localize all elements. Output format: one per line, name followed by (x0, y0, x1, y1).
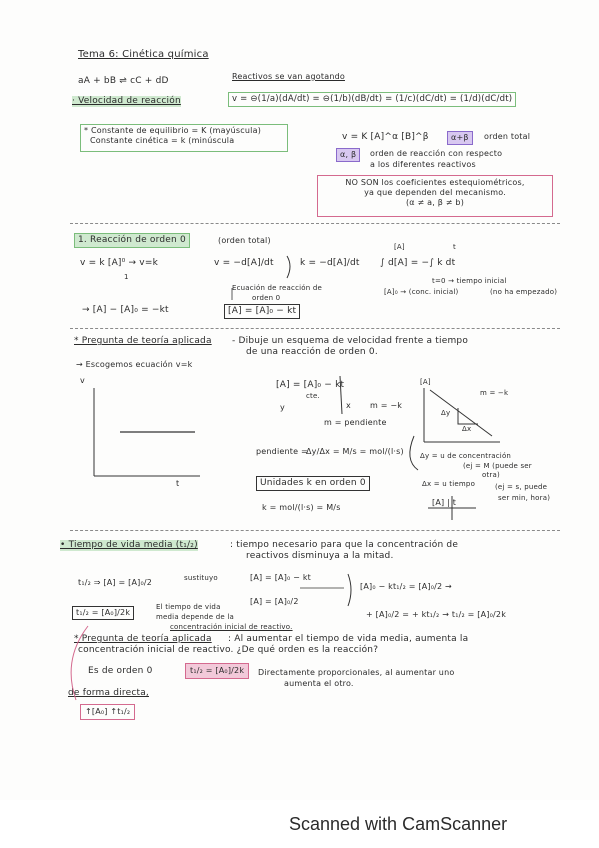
table-head: [A] | t (432, 498, 457, 507)
order-total-text: orden total (484, 132, 531, 141)
linear-x: x (346, 401, 351, 410)
half-note-2: media depende de la (156, 613, 234, 621)
slope-label: pendiente = (256, 447, 308, 456)
half-eq-2: [A] = [A]₀ − kt (250, 573, 311, 582)
pink-note-line-2: ya que dependen del mecanismo. (364, 188, 506, 197)
topic-title: Tema 6: Cinética química (78, 49, 209, 60)
question1-text-2: de una reacción de orden 0. (246, 347, 378, 357)
answer-arrows: ↑[A₀] ↑t₁/₂ (80, 704, 135, 720)
dx-note-3: ser min, hora) (498, 494, 551, 502)
linear-y: y (280, 403, 285, 412)
order-total-box: α+β (447, 131, 473, 145)
linear-bracket (340, 376, 342, 414)
integral-top-t: t (453, 243, 456, 251)
linear-m-pendiente: m = pendiente (324, 418, 387, 427)
triangle-dx: Δx (462, 425, 472, 433)
dy-note: Δy = u de concentración (420, 452, 512, 460)
choose-equation: → Escogemos ecuación v=k (76, 360, 193, 369)
half-eq-4: [A]₀ − kt₁/₂ = [A]₀/2 → (360, 582, 452, 591)
answer-arrow (71, 626, 88, 700)
constant-equilibrium: * Constante de equilibrio = K (mayúscula) (84, 126, 262, 135)
answer-order: Es de orden 0 (88, 666, 153, 676)
answer-text-2: aumenta el otro. (284, 679, 354, 688)
linear-m: m = −k (370, 401, 403, 410)
question2-label: * Pregunta de teoría aplicada (74, 634, 212, 644)
half-life-label: • Tiempo de vida media (t₁/₂) (60, 540, 198, 550)
notes-arrow (410, 436, 418, 470)
half-life-box: t₁/₂ = [A₀]/2k (72, 606, 134, 620)
integral-bottom-A: [A]₀ → (conc. inicial) (384, 288, 459, 296)
triangle-line (430, 390, 492, 436)
triangle-shape (458, 408, 478, 424)
slope-fraction: Δy/Δx = M/s = mol/(l·s) (306, 447, 404, 456)
dy-note-3: otra) (482, 471, 500, 479)
question2-text-2: concentración inicial de reactivo. ¿De qué orden es la reacción? (78, 645, 379, 655)
half-note-1: El tiempo de vida (156, 603, 221, 611)
dy-note-2: (ej = M (puede ser (463, 462, 532, 470)
section1-label: 1. Reacción de orden 0 (74, 233, 190, 248)
half-note-3: concentración inicial de reactivo. (170, 623, 293, 631)
half-substitute: sustituyo (184, 574, 218, 582)
brace-half-life (348, 574, 351, 606)
graph-axis-v: v (80, 376, 85, 385)
rate-label: · Velocidad de reacción (72, 96, 181, 106)
integral-bottom-t: t=0 → tiempo inicial (432, 277, 507, 285)
half-eq-1: t₁/₂ ⇒ [A] = [A]₀/2 (78, 578, 153, 587)
triangle-dy: Δy (441, 409, 451, 417)
order-reaction-text-2: a los diferentes reactivos (370, 160, 476, 169)
graph-axis-t: t (176, 479, 180, 488)
reaction-equation: aA + bB ⇌ cC + dD (78, 76, 169, 86)
half-life-def: : tiempo necesario para que la concentración de (230, 540, 459, 550)
integral-top-A: [A] (394, 243, 405, 251)
brace-order0 (287, 256, 290, 278)
integral-note: (no ha empezado) (490, 288, 558, 296)
linear-cte: cte. (306, 392, 320, 400)
units-result: k = mol/(l·s) = M/s (262, 503, 341, 512)
order0-eq-caption: Ecuación de reacción de (232, 284, 322, 292)
reactants-note: Reactivos se van agotando (232, 72, 345, 81)
order0-eq-box: [A] = [A]₀ − kt (224, 304, 300, 319)
order0-integral: ∫ d[A] = −∫ k dt (380, 258, 456, 268)
order0-rate-k: v = k [A]⁰ → v=k (80, 258, 158, 268)
dx-note-2: (ej = s, puede (495, 483, 548, 491)
half-eq-5: + [A]₀/2 = + kt₁/₂ → t₁/₂ = [A]₀/2k (366, 610, 507, 619)
pink-note-line-3: (α ≠ a, β ≠ b) (405, 198, 465, 207)
rate-formula: v = ⊖(1/a)(dA/dt) = ⊖(1/b)(dB/dt) = (1/c)(dC/dt) = (1/d)(dC/dt) (228, 92, 516, 107)
answer-form: de forma directa, (68, 688, 149, 698)
dx-note: Δx = u tiempo (422, 480, 476, 488)
order0-result: → [A] − [A]₀ = −kt (82, 305, 169, 315)
order0-rate-k-sub: 1 (124, 273, 129, 281)
order0-eq-caption-2: orden 0 (252, 294, 281, 302)
rate-law: v = K [A]^α [B]^β (342, 132, 429, 142)
scanner-watermark: Scanned with CamScanner (289, 814, 508, 834)
triangle-axis: [A] (420, 378, 431, 386)
pink-note-line-1: NO SON los coeficientes estequiométricos, (345, 178, 525, 187)
answer-text: Directamente proporcionales, al aumentar uno (258, 668, 455, 677)
constant-kinetic: Constante cinética = k (minúscula (90, 136, 235, 145)
triangle-slope: m = −k (480, 389, 509, 397)
answer-box: t₁/₂ = [A₀]/2k (185, 663, 249, 679)
question1-text: - Dibuje un esquema de velocidad frente a tiempo (232, 336, 469, 346)
linear-equation: [A] = [A]₀ − kt (276, 380, 345, 390)
alpha-beta-box: α, β (336, 148, 360, 162)
half-eq-3: [A] = [A]₀/2 (250, 597, 299, 606)
section1-paren: (orden total) (218, 236, 271, 245)
order0-rate-derivative: v = −d[A]/dt (214, 258, 274, 268)
question1-label: * Pregunta de teoría aplicada (74, 336, 212, 346)
order0-k-derivative: k = −d[A]/dt (300, 258, 360, 268)
order-reaction-text: orden de reacción con respecto (370, 149, 503, 158)
question2-text: : Al aumentar el tiempo de vida media, aumenta la (228, 634, 469, 644)
half-life-def-2: reactivos disminuya a la mitad. (246, 551, 394, 561)
units-box: Unidades k en orden 0 (256, 476, 370, 491)
